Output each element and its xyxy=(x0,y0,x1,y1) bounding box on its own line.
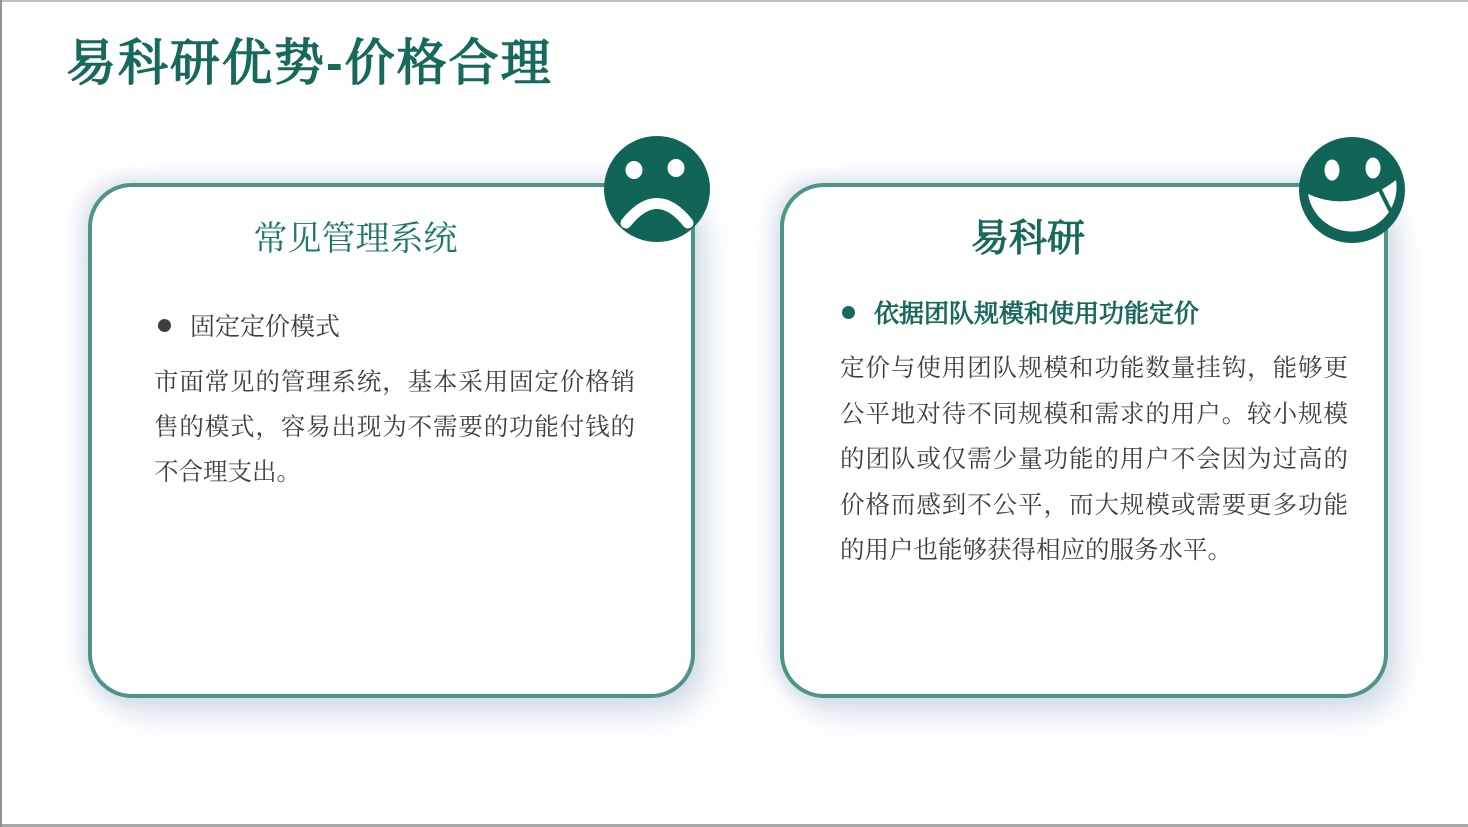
sad-face-icon xyxy=(604,136,710,242)
list-item xyxy=(158,307,651,343)
list-item xyxy=(842,294,1354,330)
card-common-systems-body: 市面常见的管理系统，基本采用固定价格销售的模式，容易出现为不需要的功能付钱的不合理支出。 xyxy=(154,369,635,486)
bullet-dot xyxy=(158,319,171,332)
smiley-face-icon xyxy=(1299,137,1405,243)
bullet-label: 固定定价模式 xyxy=(190,313,341,341)
card-common-systems xyxy=(88,183,695,698)
card-yikeyan xyxy=(780,183,1388,698)
card-yikeyan-header: 易科研 xyxy=(970,218,1085,260)
card-yikeyan-body: 定价与使用团队规模和功能数量挂钩，能够更公平地对待不同规模和需求的用户。较小规模的团队或仅需少量功能的用户不会因为过高的价格而感到不公平，而大规模或需要更多功能的用户也能够获得相应的服务水平。 xyxy=(840,355,1348,564)
page-title: 易科研优势-价格合理 xyxy=(66,35,553,91)
bullet-label: 依据团队规模和使用功能定价 xyxy=(874,300,1200,328)
bullet-dot xyxy=(842,306,855,319)
card-common-systems-header: 常见管理系统 xyxy=(253,220,458,258)
